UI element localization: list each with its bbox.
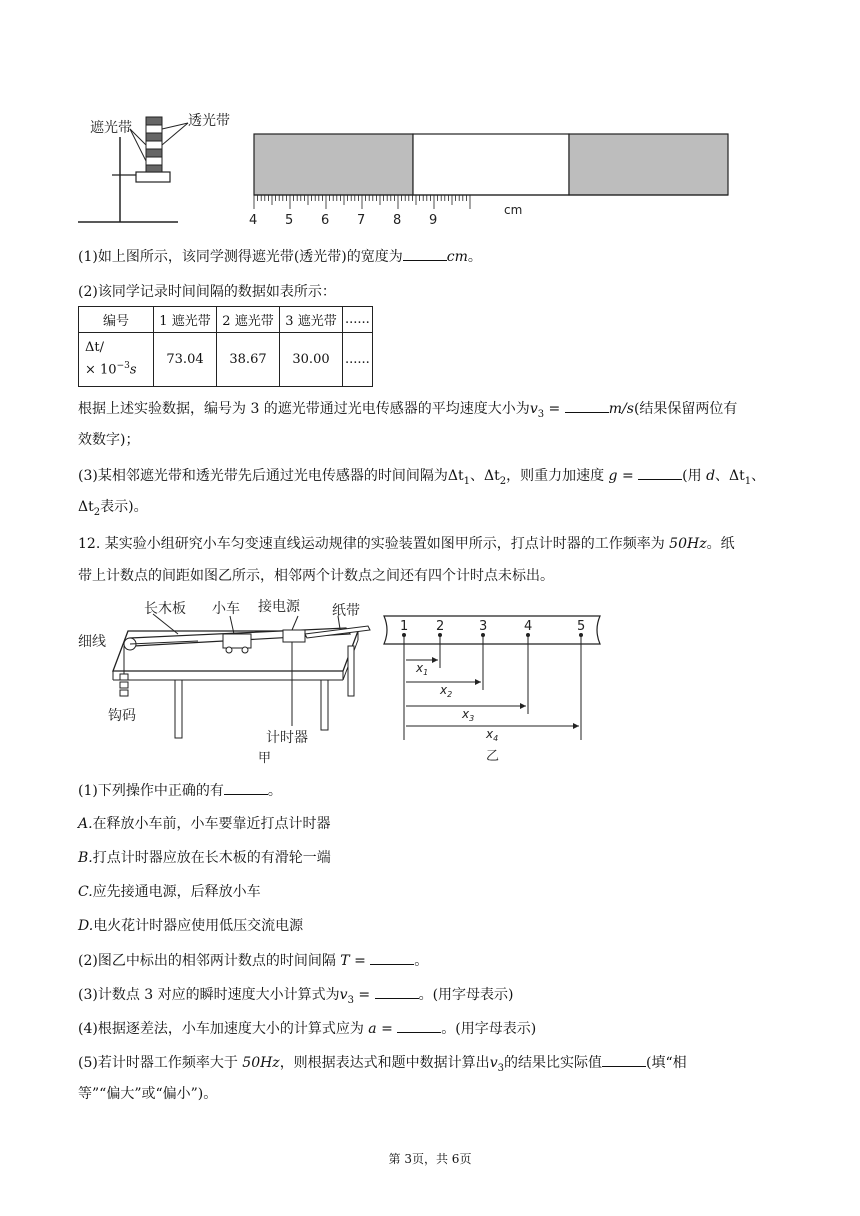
ruler-num-4: 4 xyxy=(249,213,258,228)
q12-option-c: C.应先接通电源，后释放小车 xyxy=(78,884,261,900)
q11-part2-line1: 根据上述实验数据，编号为 3 的遮光带通过光电传感器的平均速度大小为$v_3 = m/s$(结果保留两位有 xyxy=(78,398,737,425)
figure-band-ruler xyxy=(78,105,738,230)
time-interval-table xyxy=(78,306,373,387)
table-cell: ...... xyxy=(343,333,373,387)
answer-blank[interactable] xyxy=(224,780,268,795)
label-x1: $x_1$ xyxy=(416,661,429,677)
tape-point-4: 4 xyxy=(524,619,533,634)
q12-s5-line2: 等”“偏大”或“偏小”)。 xyxy=(78,1086,218,1102)
band-dark-2 xyxy=(569,134,728,195)
ruler-num-5: 5 xyxy=(285,213,294,228)
table-header: 编号 xyxy=(79,307,154,333)
answer-blank[interactable] xyxy=(638,465,682,480)
label-changmuban: 长木板 xyxy=(144,601,186,617)
label-x3: $x_3$ xyxy=(462,707,475,723)
page-footer: 第 3页，共 6页 xyxy=(388,1152,472,1166)
table-row-label: Δt/ × $10^{-3}s$ xyxy=(79,333,154,387)
band-clear-1 xyxy=(413,134,569,195)
tape-point-3: 3 xyxy=(479,619,488,634)
tape-point-2: 2 xyxy=(436,619,445,634)
table-header: ...... xyxy=(343,307,373,333)
label-touguang: 透光带 xyxy=(188,113,230,129)
answer-blank[interactable] xyxy=(397,1018,441,1033)
q12-s1: (1)下列操作中正确的有 。 xyxy=(78,780,282,801)
q12-option-b: B.打点计时器应放在长木板的有滑轮一端 xyxy=(78,850,331,866)
ruler-num-6: 6 xyxy=(321,213,330,228)
answer-blank[interactable] xyxy=(403,246,447,261)
ruler-unit: cm xyxy=(504,203,523,217)
table-header: 2 遮光带 xyxy=(217,307,280,333)
label-x4: $x_4$ xyxy=(486,727,499,743)
q11-part3-line1: (3)某相邻遮光带和透光带先后通过光电传感器的时间间隔为$\Delta t_1$、$\Delta t_2$，则重力加速度 g = (用 d、$\Delta t_1$、 xyxy=(78,465,765,492)
label-xiaoche: 小车 xyxy=(212,601,240,617)
q11-part2-line2: 效数字)； xyxy=(78,432,140,448)
label-zhidai: 纸带 xyxy=(332,603,360,619)
tape-point-5: 5 xyxy=(577,619,586,634)
ruler xyxy=(254,195,728,209)
band-dark-1 xyxy=(254,134,413,195)
q12-intro-line2: 带上计数点的间距如图乙所示，相邻两个计数点之间还有四个计时点未标出。 xyxy=(78,568,554,584)
q12-option-d: D.电火花计时器应使用低压交流电源 xyxy=(78,918,304,934)
q11-part1: (1)如上图所示，该同学测得遮光带(透光带)的宽度为 cm。 xyxy=(78,246,482,267)
answer-blank[interactable] xyxy=(565,398,609,413)
caption-jia: 甲 xyxy=(258,751,272,766)
q12-s3: (3)计数点 3 对应的瞬时速度大小计算式为$v_3$ = 。(用字母表示) xyxy=(78,984,514,1011)
table-cell: 38.67 xyxy=(217,333,280,387)
q12-s4: (4)根据逐差法，小车加速度大小的计算式应为 a = 。(用字母表示) xyxy=(78,1018,536,1039)
q11-part2-intro: (2)该同学记录时间间隔的数据如表所示： xyxy=(78,284,336,300)
tape-point-1: 1 xyxy=(400,619,409,634)
ruler-num-7: 7 xyxy=(357,213,366,228)
q12-s2: (2)图乙中标出的相邻两计数点的时间间隔 T = 。 xyxy=(78,950,428,971)
label-jiedianyuan: 接电源 xyxy=(258,599,300,615)
answer-blank[interactable] xyxy=(602,1052,646,1067)
table-header: 1 遮光带 xyxy=(154,307,217,333)
q12-s5-line1: (5)若计时器工作频率大于 50Hz，则根据表达式和题中数据计算出$v_3$的结果比实际值 (填“相 xyxy=(78,1052,687,1079)
table-header: 3 遮光带 xyxy=(280,307,343,333)
ruler-num-9: 9 xyxy=(429,213,438,228)
q12-intro-line1: 12. 某实验小组研究小车匀变速直线运动规律的实验装置如图甲所示，打点计时器的工作频率为 50Hz。纸 xyxy=(78,536,735,552)
label-jishiqi: 计时器 xyxy=(266,730,308,746)
label-zheguang: 遮光带 xyxy=(90,120,132,136)
answer-blank[interactable] xyxy=(375,984,419,999)
figure-apparatus xyxy=(78,596,378,766)
caption-yi: 乙 xyxy=(486,749,500,764)
table-cell: 30.00 xyxy=(280,333,343,387)
q12-option-a: A.在释放小车前，小车要靠近打点计时器 xyxy=(78,816,331,832)
table-cell: 73.04 xyxy=(154,333,217,387)
figure-tape xyxy=(378,608,610,764)
label-gouma: 钩码 xyxy=(108,708,136,724)
label-x2: $x_2$ xyxy=(440,683,453,699)
label-xixian: 细线 xyxy=(78,634,106,650)
q11-part3-line2: $\Delta t_2$表示)。 xyxy=(78,499,148,518)
answer-blank[interactable] xyxy=(370,950,414,965)
ruler-num-8: 8 xyxy=(393,213,402,228)
